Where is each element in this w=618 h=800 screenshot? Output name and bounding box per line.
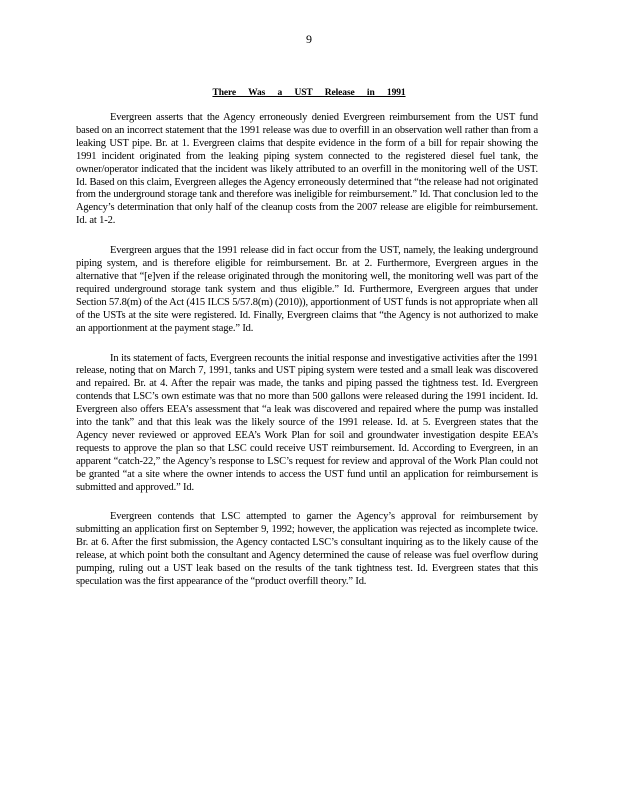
paragraph-3: In its statement of facts, Evergreen recounts the initial response and investigative activities after the 1991 release, noting that on March 7, 1991, tanks and UST piping system were tested and a small leak was discovered and repaired. Br. at 4. After the repair was made, the tanks and piping passed the tightness test. Id. Evergreen contends that LSC’s own estimate was that no more than 500 gallons were released during the 1991 incident. Id. Evergreen also offers EEA’s assessment that “a leak was discovered and repaired where the pump was installed into the tank” and that this leak was the likely source of the 1991 release. Id. at 5. Evergreen states that the Agency never reviewed or approved EEA’s Work Plan for soil and groundwater investigation despite EEA’s requests to approve the plan so that LSC could receive UST reimbursement. Id. According to Evergreen, in an apparent “catch-22,” the Agency’s response to LSC’s request for review and approval of the Work Plan could not be granted “at a site where the owner intends to access the UST fund until an application for reimbursement is submitted and approved.” Id. <box>76 352 538 493</box>
section-heading-text: There Was a UST Release in 1991 <box>212 88 406 98</box>
paragraph-2: Evergreen argues that the 1991 release did in fact occur from the UST, namely, the leaking underground piping system, and is therefore eligible for reimbursement. Br. at 2. Furthermore, Evergreen argues in the alternative that “[e]ven if the release originated through the monitoring well, the monitoring well was part of the required underground storage tank system and thus eligible.” Id. Furthermore, Evergreen argues that under Section 57.8(m) of the Act (415 ILCS 5/57.8(m) (2010)), apportionment of UST funds is not appropriate when all of the USTs at the site were registered. Id. Finally, Evergreen claims that “the Agency is not authorized to make an apportionment at the payment stage.” Id. <box>76 245 538 334</box>
section-heading <box>0 88 618 98</box>
body-text <box>76 112 538 606</box>
page-number: 9 <box>306 32 312 46</box>
paragraph-4: Evergreen contends that LSC attempted to garner the Agency’s approval for reimbursement by submitting an application first on September 9, 1992; however, the application was rejected as incomplete twice. Br. at 6. After the first submission, the Agency contacted LSC’s consultant inquiring as to the likely cause of the release, at which point both the consultant and Agency determined the cause of release was fuel overflow during pumping, ruling out a UST leak based on the results of the tank tightness test. Id. Evergreen states that this speculation was the first appearance of the “product overfill theory.” Id. <box>76 511 538 587</box>
paragraph-1: Evergreen asserts that the Agency erroneously denied Evergreen reimbursement from the UST fund based on an incorrect statement that the 1991 release was due to overfill in an observation well rather than from a leaking UST pipe. Br. at 1. Evergreen claims that despite evidence in the form of a bill for repair showing the 1991 incident originated from the leaking piping system connected to the registered diesel fuel tank, the owner/operator indicated that the incident was likely attributed to an overfill in the monitoring well of the UST. Id. Based on this claim, Evergreen alleges the Agency erroneously determined that “the release had not originated from the underground storage tank and therefore was ineligible for reimbursement.” Id. That conclusion led to the Agency’s determination that only half of the cleanup costs from the 2007 release are eligible for reimbursement. Id. at 1-2. <box>76 112 538 227</box>
